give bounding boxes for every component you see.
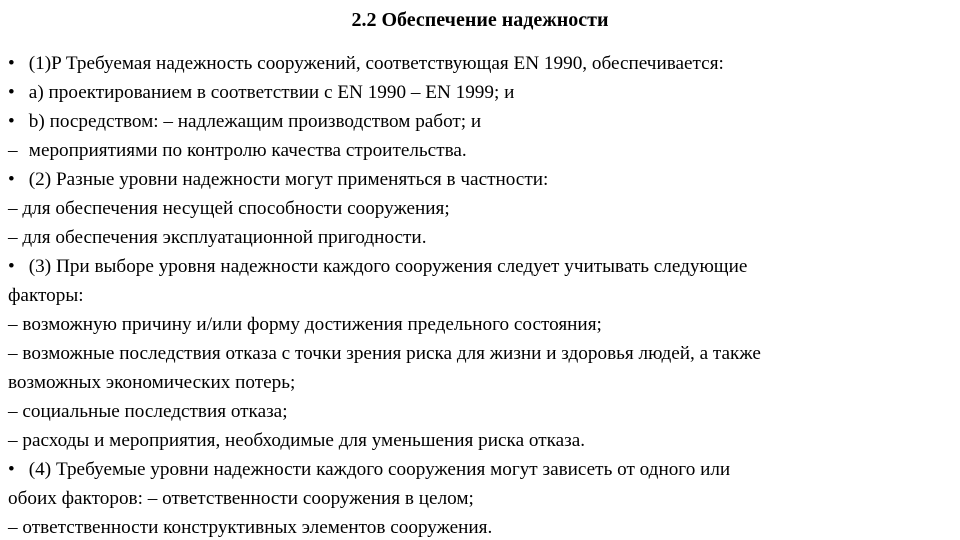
line-text: a) проектированием в соответствии с EN 1990 – EN 1999; и (24, 82, 515, 103)
bullet-marker: • (8, 82, 15, 103)
line-15 (8, 455, 952, 484)
line-text: возможных экономических потерь; (8, 372, 296, 393)
bullet-marker: • (8, 256, 15, 277)
bullet-marker: • (8, 53, 15, 74)
line-6 (8, 194, 952, 223)
line-text: – расходы и мероприятия, необходимые для уменьшения риска отказа. (8, 430, 586, 451)
line-5 (8, 165, 952, 194)
line-17 (8, 513, 952, 540)
line-text: – возможную причину и/или форму достижения предельного состояния; (8, 314, 602, 335)
line-1 (8, 49, 952, 78)
line-text: – для обеспечения эксплуатационной пригодности. (8, 227, 427, 248)
bullet-marker: • (8, 459, 15, 480)
line-text: (2) Разные уровни надежности могут применяться в частности: (24, 169, 549, 190)
slide-title: 2.2 Обеспечение надежности (351, 9, 609, 31)
line-13 (8, 397, 952, 426)
bullet-marker: • (8, 111, 15, 132)
line-text: (4) Требуемые уровни надежности каждого сооружения могут зависеть от одного или (24, 459, 731, 480)
line-text: – для обеспечения несущей способности сооружения; (8, 198, 450, 219)
line-2 (8, 78, 952, 107)
line-text: – ответственности конструктивных элементов сооружения. (8, 517, 493, 538)
line-8 (8, 252, 952, 281)
line-9 (8, 281, 952, 310)
line-text: – возможные последствия отказа с точки зрения риска для жизни и здоровья людей, а также (8, 343, 761, 364)
line-text: b) посредством: – надлежащим производством работ; и (24, 111, 482, 132)
line-text: обоих факторов: – ответственности сооружения в целом; (8, 488, 474, 509)
line-11 (8, 339, 952, 368)
line-4 (8, 136, 952, 165)
line-3 (8, 107, 952, 136)
line-7 (8, 223, 952, 252)
line-text: (1)P Требуемая надежность сооружений, соответствующая EN 1990, обеспечивается: (24, 53, 724, 74)
dash-marker: – (8, 140, 18, 161)
line-text: – социальные последствия отказа; (8, 401, 288, 422)
line-10 (8, 310, 952, 339)
line-14 (8, 426, 952, 455)
line-text: мероприятиями по контролю качества строительства. (24, 140, 467, 161)
line-text: факторы: (8, 285, 84, 306)
bullet-marker: • (8, 169, 15, 190)
line-16 (8, 484, 952, 513)
line-12 (8, 368, 952, 397)
line-text: (3) При выборе уровня надежности каждого сооружения следует учитывать следующие (24, 256, 748, 277)
